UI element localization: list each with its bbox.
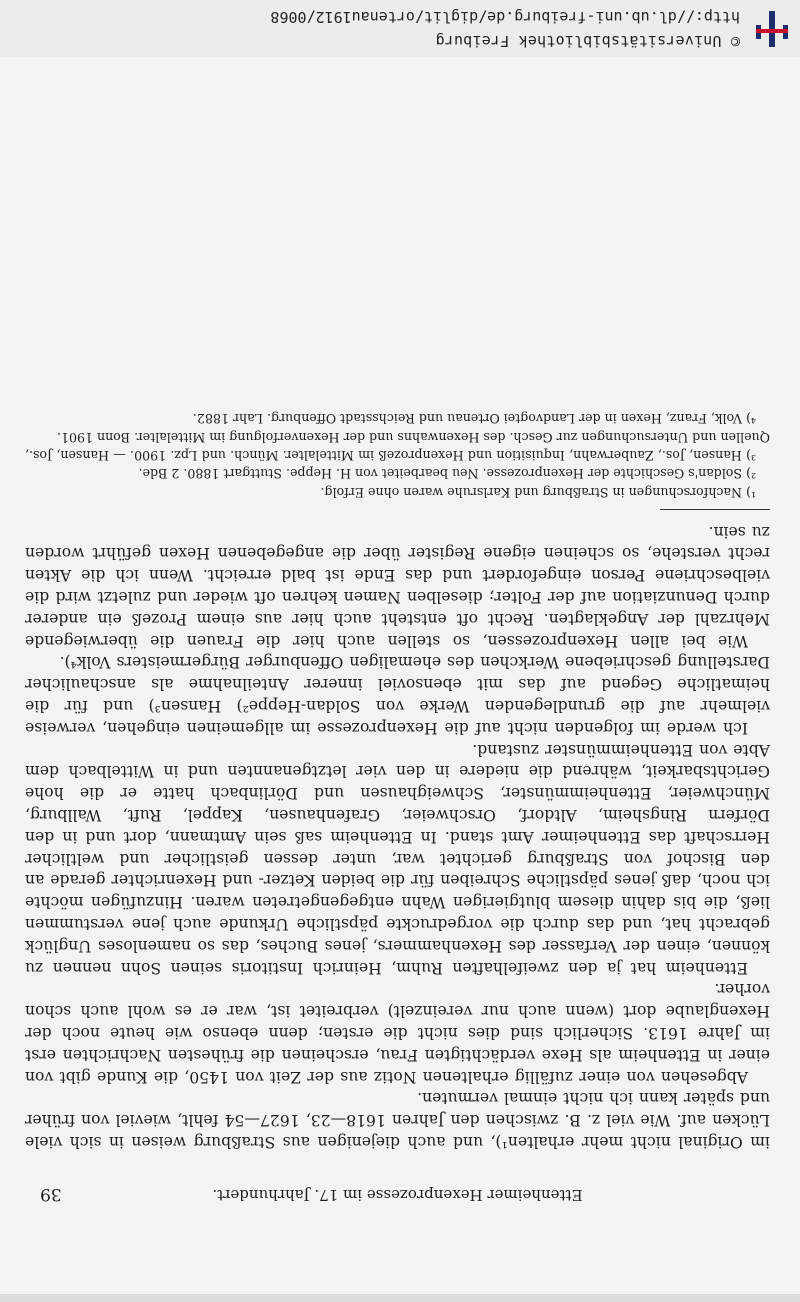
footnotes <box>25 409 770 501</box>
page-url-link[interactable]: http://dl.ub.uni-freiburg.de/diglit/ortenau1912/0068 <box>270 8 740 26</box>
running-title: Ettenheimer Hexenprozesse im 17. Jahrhundert. <box>212 1186 583 1204</box>
paragraph: Wie bei allen Hexenprozessen, so stellen auch hier die Frauen die überwiegende Mehrzahl der Angeklagten. Recht oft entsteht auch hier aus einem Prozeß ein anderer durch Denunziation auf der Folter; dieselben Namen kehren oft wieder und zuletzt wird die vielbeschriene Person eingefordert und das Ende ist bald erreicht. Wenn ich die Akten recht verstehe, so scheinen eigene Register über die angegebenen Hexen geführt worden zu sein. <box>25 522 770 650</box>
body-text <box>25 520 770 1152</box>
paragraph: im Original nicht mehr erhalten¹), und auch diejenigen aus Straßburg weisen in sich viele Lücken auf. Wie viel z. B. zwischen den Jahren 1618—23, 1627—54 fehlt, wieviel von früher und später kann ich nicht einmal vermuten. <box>25 1089 770 1151</box>
footnote-rule <box>660 509 770 510</box>
ub-freiburg-logo-icon[interactable] <box>752 9 792 49</box>
paragraph: Abgesehen von einer zufällig erhaltenen Notiz aus der Zeit von 1450, die Kunde gibt von einer in Ettenheim als Hexe verdächtigten Frau, erscheinen die frühesten Nachrichten erst im Jahre 1613. Sicherlich sind dies nicht die ersten; denn ebenso wie heute noch der Hexenglaube dort (wenn auch nur vereinzelt) verbreitet ist, war er es wohl auch schon vorher. <box>25 980 770 1086</box>
footnote: ¹) Nachforschungen in Straßburg und Karlsruhe waren ohne Erfolg. <box>320 484 756 500</box>
copyright-text: © Universitätsbibliothek Freiburg <box>435 32 740 50</box>
paragraph: Ich werde im folgenden nicht auf die Hexenprozesse im allgemeinen eingehen, verweise vielmehr auf die grundlegenden Werke von Soldan-Heppe²) Hansen³) und für die heimatliche Gegend auf das mit ebensoviel innerer Anteilnahme als anschaulicher Darstellung geschriebene Werkchen des ehemaligen Offenburger Bürgermeisters Volk⁴). <box>25 653 770 737</box>
paragraph: Ettenheim hat ja den zweifelhaften Ruhm, Heinrich Institoris seinen Sohn nennen zu können, einen der Verfasser des Hexenhammers, jenes Buches, das so namenloses Unglück gebracht hat, und das durch die vorgedruckte päpstliche Urkunde auch jene verstummen ließ, die bis dahin diesem blutgierigen Wahn entgegengetreten waren. Hinzufügen möchte ich noch, daß jenes päpstliche Schreiben für die beiden Ketzer- und Hexenrichter gerade an den Bischof von Straßburg gerichtet war, unter dessen geistlicher und weltlicher Herrschaft das Ettenheimer Amt stand. In Ettenheim saß sein Amtmann, dort und in den Dörfern Ringsheim, Altdorf, Orschweier, Grafenhausen, Kappel, Ruft, Wallburg, Münchweier, Ettenheimmünster, Schweighausen und Dörlinbach hatte er die hohe Gerichtsbarkeit, während die niedere in den vier letztgenannten und in Wittelbach dem Abte von Ettenheimmünster zustand. <box>25 740 770 977</box>
viewer-header-bar <box>0 0 800 57</box>
viewer-bottom-strip <box>0 1294 800 1302</box>
page-number: 39 <box>40 1184 62 1204</box>
footnote: ³) Hansen, Jos., Zauberwahn, Inquisition und Hexenprozeß im Mittelalter. Münch. und Lpz. 1900. — Hansen, Jos., Quellen und Untersuchungen zur Gesch. des Hexenwahns und der Hexenverfolgung im Mittelalter. Bonn 1901. <box>25 429 770 464</box>
footnote: ⁴) Volk, Franz, Hexen in der Landvogtei Ortenau und Reichsstadt Offenburg. Lahr 1882. <box>192 411 756 427</box>
running-head <box>25 1180 770 1204</box>
footnote: ²) Soldan's Geschichte der Hexenprozesse. Neu bearbeitet von H. Heppe. Stuttgart 1880. 2 Bde. <box>138 466 756 482</box>
document-page <box>25 409 770 1204</box>
